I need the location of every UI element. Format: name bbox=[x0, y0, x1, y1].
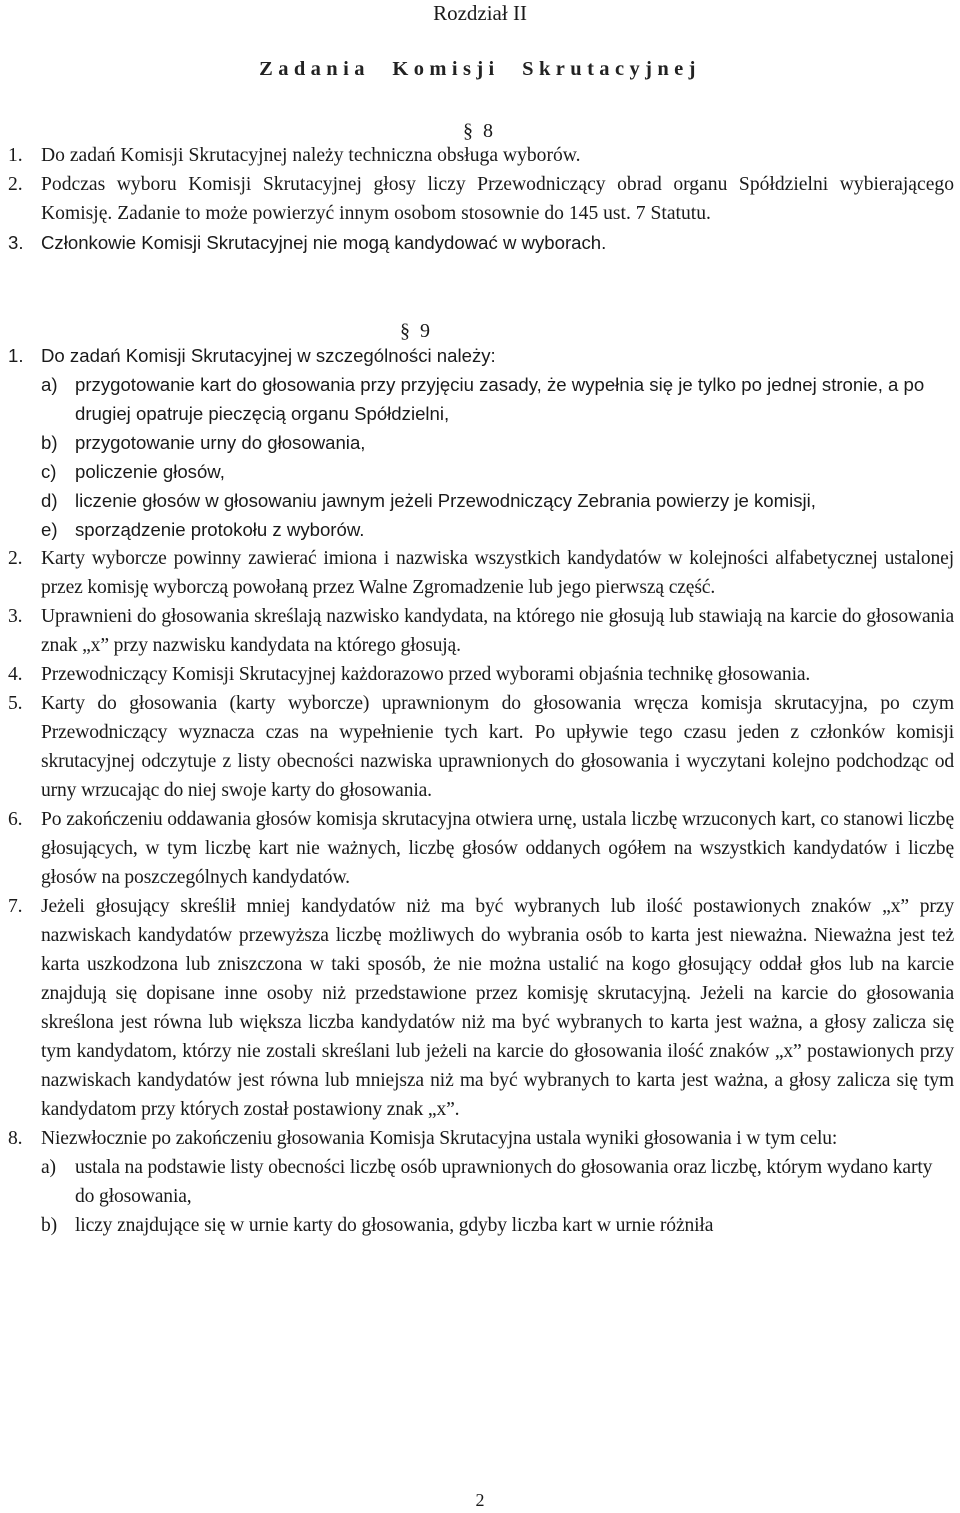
sub-item-text: przygotowanie urny do głosowania, bbox=[75, 432, 366, 453]
sub-item bbox=[8, 1211, 954, 1240]
item-number: 6. bbox=[8, 809, 23, 830]
chapter-heading: Rozdział II bbox=[433, 1, 527, 25]
sub-item-letter: d) bbox=[41, 490, 58, 511]
list-item bbox=[8, 602, 954, 660]
item-number: 4. bbox=[8, 664, 23, 685]
section-sign-icon: § bbox=[463, 120, 473, 142]
item-text: Karty do głosowania (karty wyborcze) uprawnionym do głosowania wręcza komisja skrutacyjna, po czym Przewodniczący wyznacza czas na wypełnienie tych kart. Po upływie tego czasu jeden z członków komisji skrutacyjnej odczytuje z listy obecności nazwiska uprawnionych do głosowania i wyczytani kolejno podchodząc od urny wrzucając do niej swoje karty do głosowania. bbox=[41, 693, 954, 801]
sub-item-letter: c) bbox=[41, 461, 57, 482]
chapter-title: Zadania Komisji Skrutacyjnej bbox=[259, 58, 701, 80]
list-item bbox=[8, 805, 954, 892]
item-number: 1. bbox=[8, 345, 24, 366]
item-text: Do zadań Komisji Skrutacyjnej w szczególności należy: bbox=[41, 345, 496, 366]
item-text: Uprawnieni do głosowania skreślają nazwisko kandydata, na którego nie głosują lub stawiają na karcie do głosowania znak „x” przy nazwisku kandydata na którego głosują. bbox=[41, 606, 954, 656]
sub-item-text: liczenie głosów w głosowaniu jawnym jeżeli Przewodniczący Zebrania powierzy je komisji, bbox=[75, 490, 816, 511]
section-9-body bbox=[8, 341, 954, 1240]
item-number: 2. bbox=[8, 174, 23, 195]
item-number: 8. bbox=[8, 1128, 23, 1149]
sub-item bbox=[8, 1153, 954, 1211]
sub-item-letter: e) bbox=[41, 519, 58, 540]
item-text: Przewodniczący Komisji Skrutacyjnej każdorazowo przed wyborami objaśnia technikę głosowania. bbox=[41, 664, 811, 685]
sub-item-letter: b) bbox=[41, 1215, 58, 1236]
page-number: 2 bbox=[475, 1490, 485, 1510]
list-item bbox=[8, 892, 954, 1124]
sub-item-letter: a) bbox=[41, 1157, 56, 1178]
section-sign-icon: § bbox=[400, 320, 410, 342]
list-item bbox=[8, 170, 954, 228]
item-text: Członkowie Komisji Skrutacyjnej nie mogą kandydować w wyborach. bbox=[41, 232, 607, 253]
section-number: 9 bbox=[420, 320, 430, 342]
sub-item bbox=[8, 457, 954, 486]
sub-item bbox=[8, 428, 954, 457]
list-item bbox=[8, 660, 954, 689]
sub-item-text: sporządzenie protokołu z wyborów. bbox=[75, 519, 365, 540]
sub-item bbox=[8, 370, 954, 428]
sub-item bbox=[8, 515, 954, 544]
item-number: 3. bbox=[8, 232, 24, 253]
sub-item bbox=[8, 486, 954, 515]
list-item bbox=[8, 1124, 954, 1153]
sub-item-text: policzenie głosów, bbox=[75, 461, 225, 482]
item-text: Niezwłocznie po zakończeniu głosowania Komisja Skrutacyjna ustala wyniki głosowania i w tym celu: bbox=[41, 1128, 838, 1149]
item-text: Karty wyborcze powinny zawierać imiona i nazwiska wszystkich kandydatów w kolejności alfabetycznej ustalonej przez komisję wyborczą powołaną przez Walne Zgromadzenie lub jego pierwszą część. bbox=[41, 548, 954, 598]
item-text: Po zakończeniu oddawania głosów komisja skrutacyjna otwiera urnę, ustala liczbę wrzuconych kart, co stanowi liczbę głosujących, w tym liczbę kart nie ważnych, liczbę głosów oddanych ogółem na wszystkich kandydatów i liczbę głosów na poszczególnych kandydatów. bbox=[41, 809, 954, 888]
item-number: 7. bbox=[8, 896, 23, 917]
sub-item-text: przygotowanie kart do głosowania przy przyjęciu zasady, że wypełnia się je tylko po jednej stronie, a po drugiej opatruje pieczęcią organu Spółdzielni, bbox=[75, 374, 925, 424]
item-number: 3. bbox=[8, 606, 23, 627]
item-number: 5. bbox=[8, 693, 23, 714]
sub-item-letter: a) bbox=[41, 374, 58, 395]
item-text: Jeżeli głosujący skreślił mniej kandydatów niż ma być wybranych lub ilość postawionych znaków „x” przy nazwiskach kandydatów przewyższa liczbę możliwych do wybrania osób to karta jest nieważna. Nieważna jest też karta uszkodzona lub zniszczona w taki sposób, że nie można ustalić na kogo głosujący oddał głos lub na karcie znajdują się dopisane inne osoby niż przedstawione przez komisję skrutacyjną. Jeżeli na karcie do głosowania skreślona jest równa lub większa liczba kandydatów niż ma być wybranych to karta jest ważna, a głosy zalicza się tym kandydatom, którzy nie zostali skreślani lub jeżeli na karcie do głosowania ilość znaków „x” postawionych przy nazwiskach kandydatów jest równa lub mniejsza niż ma być wybranych to karta jest ważna, a głosy zalicza się tym kandydatom przy których został postawiony znak „x”. bbox=[41, 896, 954, 1120]
item-number: 1. bbox=[8, 145, 23, 166]
list-item bbox=[8, 341, 954, 370]
section-8-body bbox=[8, 141, 954, 257]
item-text: Do zadań Komisji Skrutacyjnej należy techniczna obsługa wyborów. bbox=[41, 145, 581, 166]
item-text: Podczas wyboru Komisji Skrutacyjnej głosy liczy Przewodniczący obrad organu Spółdzielni wybierającego Komisję. Zadanie to może powierzyć innym osobom stosownie do 145 ust. 7 Statutu. bbox=[41, 174, 954, 224]
section-number: 8 bbox=[483, 120, 493, 142]
sub-item-letter: b) bbox=[41, 432, 58, 453]
sub-item-text: ustala na podstawie listy obecności liczbę osób uprawnionych do głosowania oraz liczbę, którym wydano karty do głosowania, bbox=[75, 1157, 933, 1207]
list-item bbox=[8, 141, 954, 170]
list-item bbox=[8, 689, 954, 805]
sub-item-text: liczy znajdujące się w urnie karty do głosowania, gdyby liczba kart w urnie różniła bbox=[75, 1215, 714, 1236]
item-number: 2. bbox=[8, 548, 23, 569]
list-item bbox=[8, 544, 954, 602]
list-item bbox=[8, 228, 954, 257]
